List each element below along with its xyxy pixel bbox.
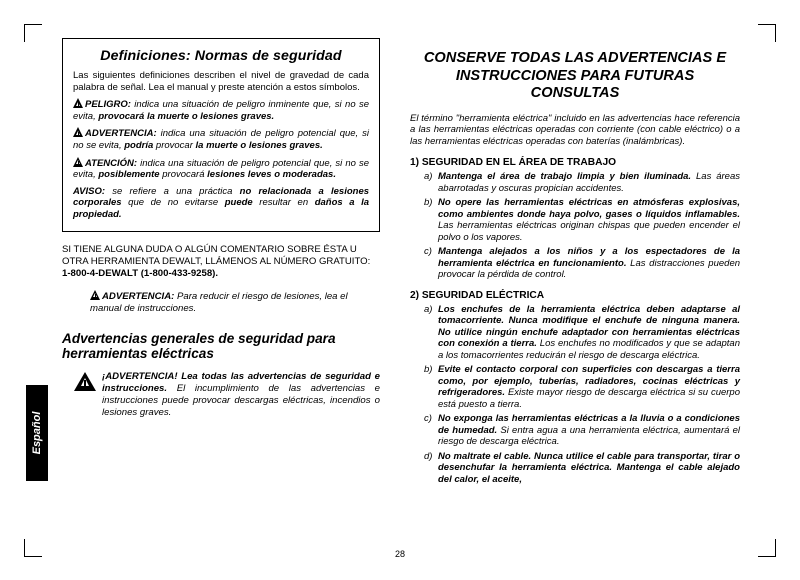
warning-triangle-icon	[73, 98, 84, 108]
section-heading-work-area: 1) SEGURIDAD EN EL ÁREA DE TRABAJO	[410, 157, 617, 169]
list-item: b) No opere las herramientas eléctricas en atmósferas explosivas, como ambientes donde haya polvo, gases o líquidos inflamables. Las herramientas eléctricas originan chispas que pueden encender el polvo o los vapores.	[424, 197, 740, 243]
warning-triangle-icon	[90, 290, 101, 300]
section-heading-electrical-safety: 2) SEGURIDAD ELÉCTRICA	[410, 289, 545, 301]
left-column	[62, 38, 380, 419]
definition-atencion: ATENCIÓN: indica una situación de peligro potencial que, si no se evita, posiblemente provocará lesiones leves o moderadas.	[73, 157, 369, 181]
general-safety-warnings-title: Advertencias generales de seguridad para herramientas eléctricas	[62, 330, 336, 362]
crop-mark	[24, 24, 42, 25]
section-list-electrical-safety	[410, 304, 740, 486]
contact-note: SI TIENE ALGUNA DUDA O ALGÚN COMENTARIO SOBRE ÉSTA U OTRA HERRAMIENTA DEWALT, LLÁMENOS AL NÚMERO GRATUITO: 1-800-4-DEWALT (1-800-433-9258).	[62, 243, 371, 279]
crop-mark	[758, 24, 776, 25]
list-item: c) No exponga las herramientas eléctricas a la lluvia o a condiciones de humedad. Si entra agua a una herramienta eléctrica, aumentará el riesgo de descarga eléctrica.	[424, 413, 741, 448]
list-item: c) Mantenga alejados a los niños y a los espectadores de la herramienta eléctrica en funcionamiento. Las distracciones pueden provocar la pérdida de control.	[424, 246, 741, 281]
definition-aviso: AVISO: se refiere a una práctica no relacionada a lesiones corporales que de no evitarse puede resultar en daños a la propiedad.	[73, 185, 370, 220]
warning-triangle-icon	[73, 157, 84, 167]
definition-advertencia: ADVERTENCIA: indica una situación de peligro potencial que, si no se evita, podría provocar la muerte o lesiones graves.	[73, 128, 370, 151]
language-tab-label: Español	[31, 411, 43, 455]
warning-triangle-icon	[73, 127, 84, 137]
crop-mark	[775, 24, 776, 42]
warning-read-manual: ADVERTENCIA: Para reducir el riesgo de lesiones, lea el manual de instrucciones.	[90, 290, 348, 314]
general-warning-block: ¡ADVERTENCIA! Lea todas las advertencias de seguridad e instrucciones. El incumplimiento de las advertencias e instrucciones puede provocar descargas eléctricas, incendios o lesiones graves.	[62, 371, 380, 419]
right-column-title: CONSERVE TODAS LAS ADVERTENCIAS E INSTRUCCIONES PARA FUTURAS CONSULTAS	[423, 50, 727, 101]
warning-triangle-icon	[74, 372, 96, 391]
list-item: a) Mantenga el área de trabajo limpia y bien iluminada. Las áreas abarrotadas y oscuras propician accidentes.	[424, 171, 740, 194]
definitions-intro: Las siguientes definiciones describen el nivel de gravedad de cada palabra de señal. Lea el manual y preste atención a estos símbolos.	[73, 70, 369, 93]
definitions-title: Definiciones: Normas de seguridad	[100, 48, 342, 64]
crop-mark	[24, 24, 25, 42]
language-tab-espanol	[26, 385, 48, 481]
list-item: a) Los enchufes de la herramienta eléctrica deben adaptarse al tomacorriente. Nunca modifique el enchufe de ninguna manera. No utilice ningún enchufe adaptador con herramientas eléctricas con conexión a tierra. Los enchufes no modificados y que se adaptan a los tomacorrientes reducirán el riesgo de descarga eléctrica.	[424, 303, 740, 361]
list-item: b) Evite el contacto corporal con superficies con descargas a tierra como, por ejemplo, tuberías, radiadores, cocinas eléctricas y refrigeradores. Existe mayor riesgo de descarga eléctrica si su cuerpo está puesto a tierra.	[424, 364, 741, 410]
definitions-box	[62, 38, 380, 232]
section-list-work-area	[410, 171, 740, 281]
definition-peligro: PELIGRO: indica una situación de peligro inminente que, si no se evita, provocará la muerte o lesiones graves.	[73, 99, 369, 122]
page-number: 28	[394, 549, 405, 559]
right-column-intro: El término "herramienta eléctrica" incluido en las advertencias hace referencia a las herramientas eléctricas operadas con corriente (con cable eléctrico) o a las herramientas eléctricas operadas con baterías (inalámbricas).	[410, 112, 740, 147]
list-item: d) No maltrate el cable. Nunca utilice el cable para transportar, tirar o desenchufar la herramienta eléctrica. Mantenga el cable alejado del calor, el aceite,	[424, 450, 740, 485]
right-column	[410, 50, 740, 493]
